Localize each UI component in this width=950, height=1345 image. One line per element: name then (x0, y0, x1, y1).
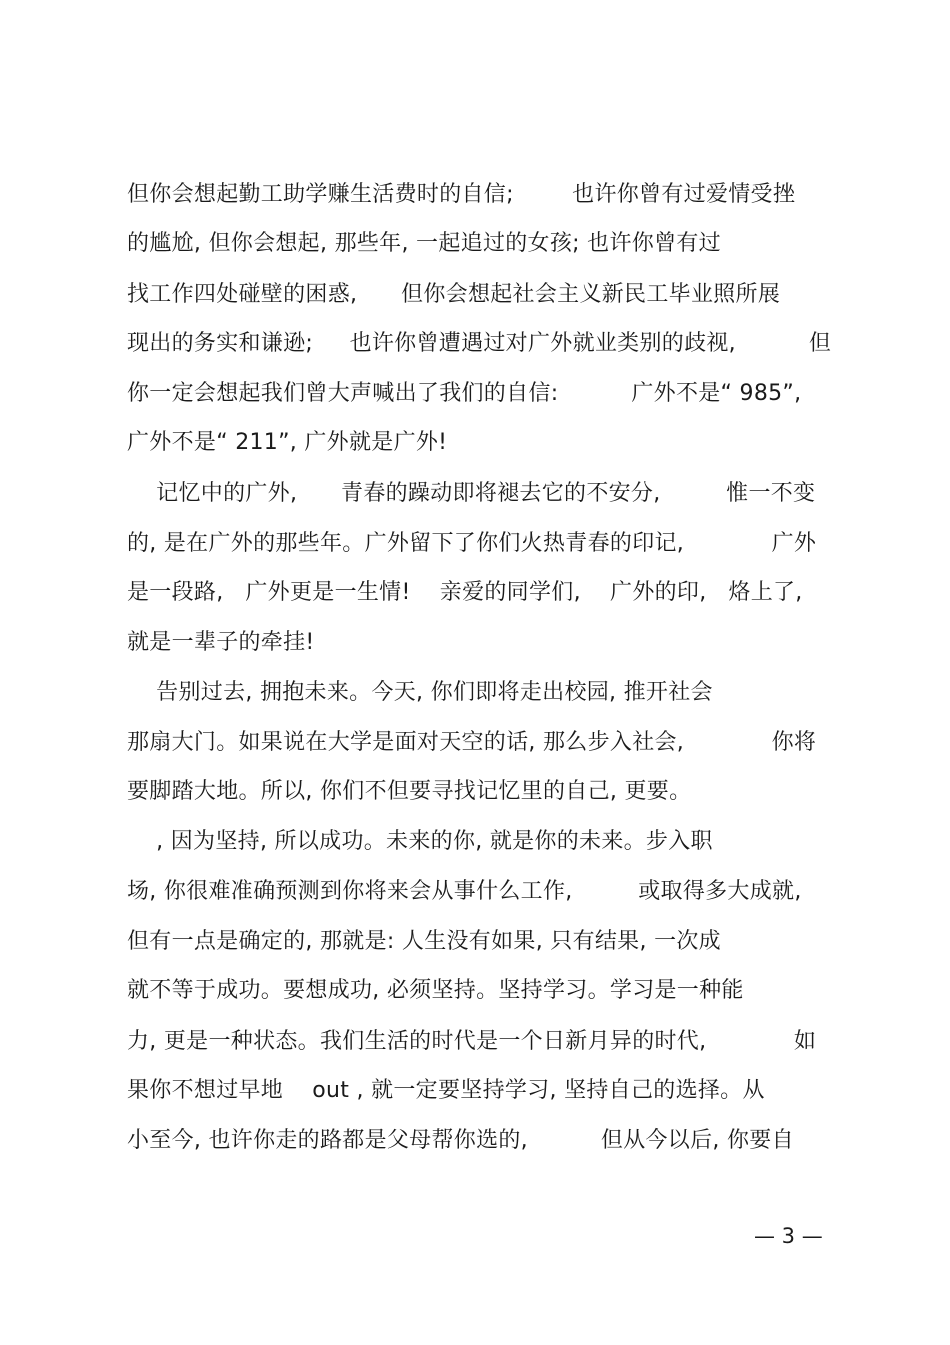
paragraph-start-line: , 因为坚持, 所以成功。未来的你, 就是你的未来。步入职 (127, 829, 713, 854)
body-text-line: 的, 是在广外的那些年。广外留下了你们火热青春的印记, 广外 (127, 531, 817, 556)
body-text-line: 是一段路, 广外更是一生情! 亲爱的同学们, 广外的印, 烙上了, (127, 580, 803, 605)
body-text-line: 小至今, 也许你走的路都是父母帮你选的, 但从今以后, 你要自 (127, 1128, 794, 1153)
paragraph-start-line: 告别过去, 拥抱未来。今天, 你们即将走出校园, 推开社会 (127, 680, 713, 705)
body-text-line: 场, 你很难准确预测到你将来会从事什么工作, 或取得多大成就, (127, 879, 802, 904)
body-text-line: 那扇大门。如果说在大学是面对天空的话, 那么步入社会, 你将 (127, 730, 817, 755)
body-text-line: 但你会想起勤工助学赚生活费时的自信; 也许你曾有过爱情受挫 (127, 182, 796, 207)
body-text-line: 要脚踏大地。所以, 你们不但要寻找记忆里的自己, 更要。 (127, 779, 692, 804)
page-number: — 3 — (754, 1224, 823, 1248)
body-text-line: 现出的务实和谦逊; 也许你曾遭遇过对广外就业类别的歧视, 但 (127, 331, 832, 356)
body-text-line: 你一定会想起我们曾大声喊出了我们的自信: 广外不是“ 985”, (127, 381, 802, 406)
body-text-line: 但有一点是确定的, 那就是: 人生没有如果, 只有结果, 一次成 (127, 929, 721, 954)
body-text-line: 力, 更是一种状态。我们生活的时代是一个日新月异的时代, 如 (127, 1029, 817, 1054)
paragraph-start-line: 记忆中的广外, 青春的躁动即将褪去它的不安分, 惟一不变 (127, 481, 816, 506)
body-text-line: 的尴尬, 但你会想起, 那些年, 一起追过的女孩; 也许你曾有过 (127, 231, 721, 256)
body-text-line: 就不等于成功。要想成功, 必须坚持。坚持学习。学习是一种能 (127, 978, 744, 1003)
body-text-line: 果你不想过早地 out , 就一定要坚持学习, 坚持自己的选择。从 (127, 1078, 765, 1103)
body-text-line: 找工作四处碰壁的困惑, 但你会想起社会主义新民工毕业照所展 (127, 282, 781, 307)
body-text-line: 广外不是“ 211”, 广外就是广外! (127, 430, 448, 455)
body-text-line: 就是一辈子的牵挂! (127, 630, 315, 655)
